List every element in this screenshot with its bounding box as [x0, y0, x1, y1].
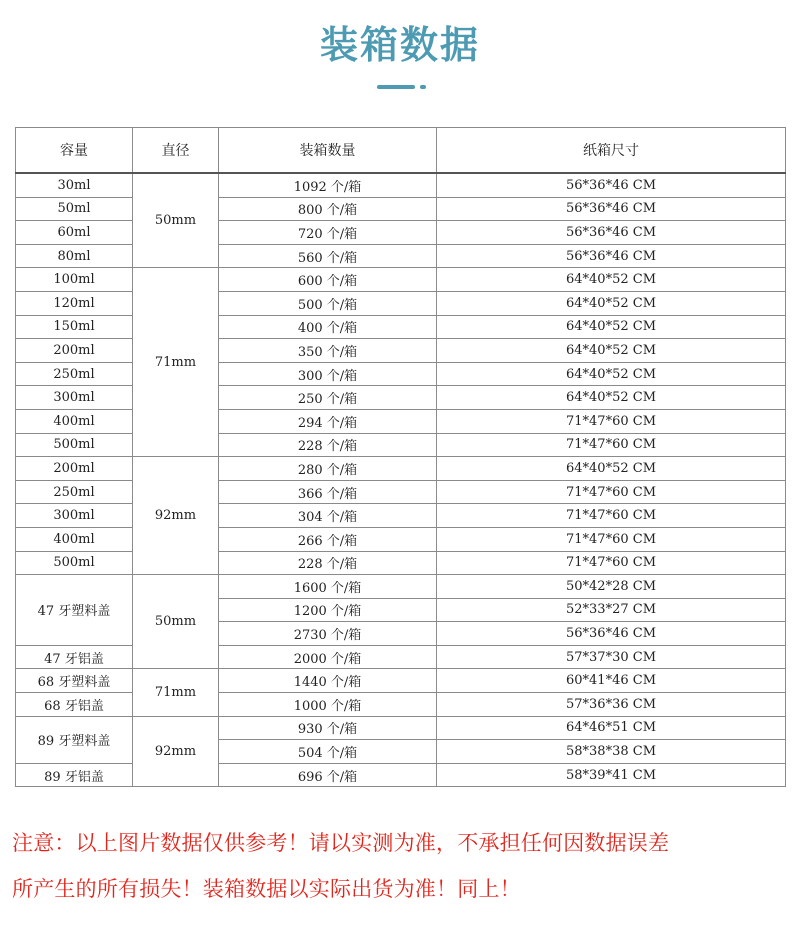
- quantity-cell: 304 个/箱: [219, 504, 437, 528]
- capacity-cell: 30ml: [16, 173, 133, 197]
- capacity-cell: 47 牙塑料盖: [16, 575, 133, 646]
- table-row: [16, 221, 786, 245]
- capacity-cell: 500ml: [16, 433, 133, 457]
- carton-size-cell: 64*40*52 CM: [437, 386, 786, 410]
- quantity-cell: 350 个/箱: [219, 339, 437, 363]
- quantity-cell: 600 个/箱: [219, 268, 437, 292]
- diameter-cell: 71mm: [133, 669, 219, 716]
- capacity-cell: 250ml: [16, 480, 133, 504]
- table-row: [16, 716, 786, 740]
- carton-size-cell: 64*40*52 CM: [437, 339, 786, 363]
- header-carton-size: 纸箱尺寸: [437, 128, 786, 174]
- header-quantity: 装箱数量: [219, 128, 437, 174]
- header-diameter: 直径: [133, 128, 219, 174]
- quantity-cell: 1000 个/箱: [219, 693, 437, 717]
- quantity-cell: 720 个/箱: [219, 221, 437, 245]
- disclaimer-line-1: 注意：以上图片数据仅供参考！请以实测为准，不承担任何因数据误差: [12, 831, 670, 855]
- capacity-cell: 89 牙铝盖: [16, 763, 133, 787]
- carton-size-cell: 56*36*46 CM: [437, 221, 786, 245]
- title-underline: [377, 85, 415, 89]
- carton-size-cell: 56*36*46 CM: [437, 173, 786, 197]
- carton-size-cell: 71*47*60 CM: [437, 527, 786, 551]
- capacity-cell: 200ml: [16, 339, 133, 363]
- carton-size-cell: 71*47*60 CM: [437, 551, 786, 575]
- carton-size-cell: 64*40*52 CM: [437, 457, 786, 481]
- carton-size-cell: 64*46*51 CM: [437, 716, 786, 740]
- capacity-cell: 250ml: [16, 362, 133, 386]
- quantity-cell: 2730 个/箱: [219, 622, 437, 646]
- capacity-cell: 300ml: [16, 386, 133, 410]
- table-row: [16, 386, 786, 410]
- diameter-cell: 92mm: [133, 716, 219, 787]
- table-row: [16, 457, 786, 481]
- capacity-cell: 50ml: [16, 197, 133, 221]
- table-row: [16, 173, 786, 197]
- carton-size-cell: 71*47*60 CM: [437, 504, 786, 528]
- capacity-cell: 68 牙塑料盖: [16, 669, 133, 693]
- carton-size-cell: 56*36*46 CM: [437, 244, 786, 268]
- table-row: [16, 551, 786, 575]
- carton-size-cell: 58*38*38 CM: [437, 740, 786, 764]
- table-row: [16, 291, 786, 315]
- table-row: [16, 693, 786, 717]
- quantity-cell: 1092 个/箱: [219, 173, 437, 197]
- capacity-cell: 120ml: [16, 291, 133, 315]
- table-row: [16, 763, 786, 787]
- capacity-cell: 200ml: [16, 457, 133, 481]
- diameter-cell: 50mm: [133, 173, 219, 268]
- diameter-cell: 71mm: [133, 268, 219, 457]
- capacity-cell: 80ml: [16, 244, 133, 268]
- table-row: [16, 527, 786, 551]
- table-row: [16, 669, 786, 693]
- capacity-cell: 100ml: [16, 268, 133, 292]
- table-row: [16, 575, 786, 599]
- carton-size-cell: 64*40*52 CM: [437, 362, 786, 386]
- table-row: [16, 362, 786, 386]
- disclaimer-notice: [12, 820, 792, 912]
- quantity-cell: 294 个/箱: [219, 409, 437, 433]
- capacity-cell: 68 牙铝盖: [16, 693, 133, 717]
- quantity-cell: 228 个/箱: [219, 551, 437, 575]
- quantity-cell: 1440 个/箱: [219, 669, 437, 693]
- header-row: [16, 128, 786, 174]
- table-row: [16, 480, 786, 504]
- carton-size-cell: 71*47*60 CM: [437, 480, 786, 504]
- carton-size-cell: 71*47*60 CM: [437, 409, 786, 433]
- quantity-cell: 300 个/箱: [219, 362, 437, 386]
- table-row: [16, 409, 786, 433]
- table-row: [16, 645, 786, 669]
- carton-size-cell: 58*39*41 CM: [437, 763, 786, 787]
- diameter-cell: 50mm: [133, 575, 219, 669]
- carton-size-cell: 56*36*46 CM: [437, 197, 786, 221]
- carton-size-cell: 71*47*60 CM: [437, 433, 786, 457]
- capacity-cell: 300ml: [16, 504, 133, 528]
- quantity-cell: 800 个/箱: [219, 197, 437, 221]
- quantity-cell: 2000 个/箱: [219, 645, 437, 669]
- table-row: [16, 244, 786, 268]
- carton-size-cell: 64*40*52 CM: [437, 291, 786, 315]
- carton-size-cell: 60*41*46 CM: [437, 669, 786, 693]
- capacity-cell: 400ml: [16, 409, 133, 433]
- table-row: [16, 197, 786, 221]
- quantity-cell: 504 个/箱: [219, 740, 437, 764]
- capacity-cell: 47 牙铝盖: [16, 645, 133, 669]
- quantity-cell: 266 个/箱: [219, 527, 437, 551]
- quantity-cell: 500 个/箱: [219, 291, 437, 315]
- diameter-cell: 92mm: [133, 457, 219, 575]
- capacity-cell: 60ml: [16, 221, 133, 245]
- capacity-cell: 500ml: [16, 551, 133, 575]
- table-row: [16, 315, 786, 339]
- carton-size-cell: 64*40*52 CM: [437, 268, 786, 292]
- quantity-cell: 930 个/箱: [219, 716, 437, 740]
- packing-table: [15, 127, 786, 787]
- title-underline-dot: [420, 85, 426, 89]
- quantity-cell: 280 个/箱: [219, 457, 437, 481]
- quantity-cell: 696 个/箱: [219, 763, 437, 787]
- quantity-cell: 1600 个/箱: [219, 575, 437, 599]
- quantity-cell: 400 个/箱: [219, 315, 437, 339]
- carton-size-cell: 57*37*30 CM: [437, 645, 786, 669]
- carton-size-cell: 56*36*46 CM: [437, 622, 786, 646]
- disclaimer-line-2: 所产生的所有损失！装箱数据以实际出货为准！同上！: [12, 877, 521, 901]
- carton-size-cell: 64*40*52 CM: [437, 315, 786, 339]
- quantity-cell: 228 个/箱: [219, 433, 437, 457]
- table-row: [16, 339, 786, 363]
- page-title: 装箱数据: [319, 23, 480, 67]
- table-row: [16, 504, 786, 528]
- quantity-cell: 1200 个/箱: [219, 598, 437, 622]
- quantity-cell: 366 个/箱: [219, 480, 437, 504]
- carton-size-cell: 52*33*27 CM: [437, 598, 786, 622]
- carton-size-cell: 57*36*36 CM: [437, 693, 786, 717]
- header-capacity: 容量: [16, 128, 133, 174]
- capacity-cell: 150ml: [16, 315, 133, 339]
- quantity-cell: 250 个/箱: [219, 386, 437, 410]
- table-row: [16, 433, 786, 457]
- quantity-cell: 560 个/箱: [219, 244, 437, 268]
- capacity-cell: 89 牙塑料盖: [16, 716, 133, 763]
- carton-size-cell: 50*42*28 CM: [437, 575, 786, 599]
- table-row: [16, 268, 786, 292]
- capacity-cell: 400ml: [16, 527, 133, 551]
